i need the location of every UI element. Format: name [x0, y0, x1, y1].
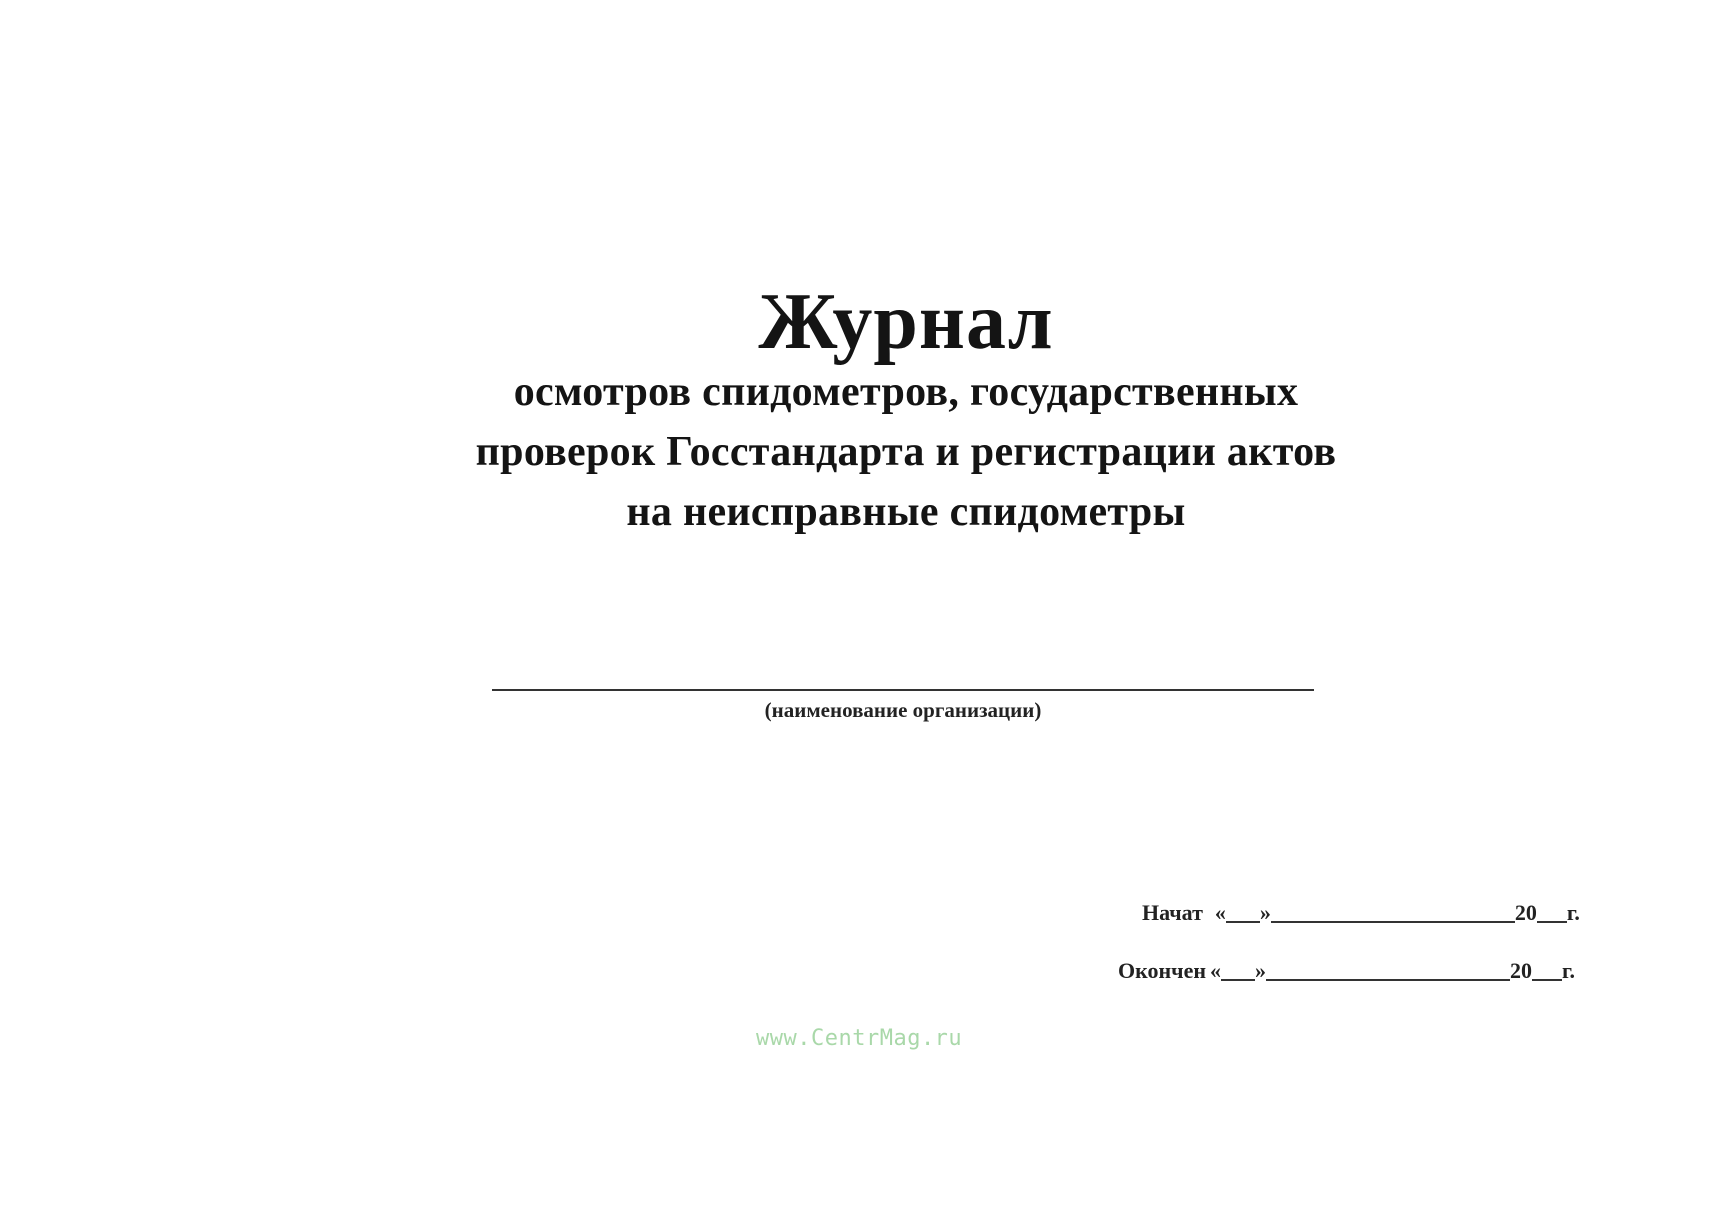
started-date-row — [1142, 900, 1580, 926]
close-quote: » — [1259, 900, 1271, 925]
ended-year-prefix: 20 — [1510, 958, 1533, 983]
document-subtitle — [356, 362, 1456, 542]
ended-year-suffix: г. — [1562, 958, 1576, 983]
started-year-suffix: г. — [1566, 900, 1580, 925]
started-label: Начат — [1142, 900, 1203, 925]
watermark: www.CentrMag.ru — [756, 1026, 963, 1051]
subtitle-line-3: на неисправные спидометры — [626, 489, 1186, 535]
started-month-blank — [1271, 901, 1515, 923]
started-year-prefix: 20 — [1514, 900, 1537, 925]
ended-label: Окончен — [1118, 958, 1207, 983]
ended-year-blank — [1532, 959, 1562, 981]
document-title: Журнал — [758, 278, 1054, 366]
organization-caption: (наименование организации) — [764, 698, 1042, 722]
subtitle-line-2: проверок Госстандарта и регистрации актов — [475, 429, 1337, 475]
close-quote: » — [1255, 958, 1267, 983]
organization-name-line — [492, 689, 1314, 691]
open-quote: « — [1210, 958, 1222, 983]
subtitle-line-1: осмотров спидометров, государственных — [513, 369, 1299, 415]
started-day-blank — [1226, 901, 1260, 923]
ended-date-row — [1118, 958, 1575, 984]
open-quote: « — [1214, 900, 1226, 925]
ended-month-blank — [1266, 959, 1510, 981]
ended-day-blank — [1221, 959, 1255, 981]
started-year-blank — [1537, 901, 1567, 923]
title-block — [356, 278, 1456, 542]
